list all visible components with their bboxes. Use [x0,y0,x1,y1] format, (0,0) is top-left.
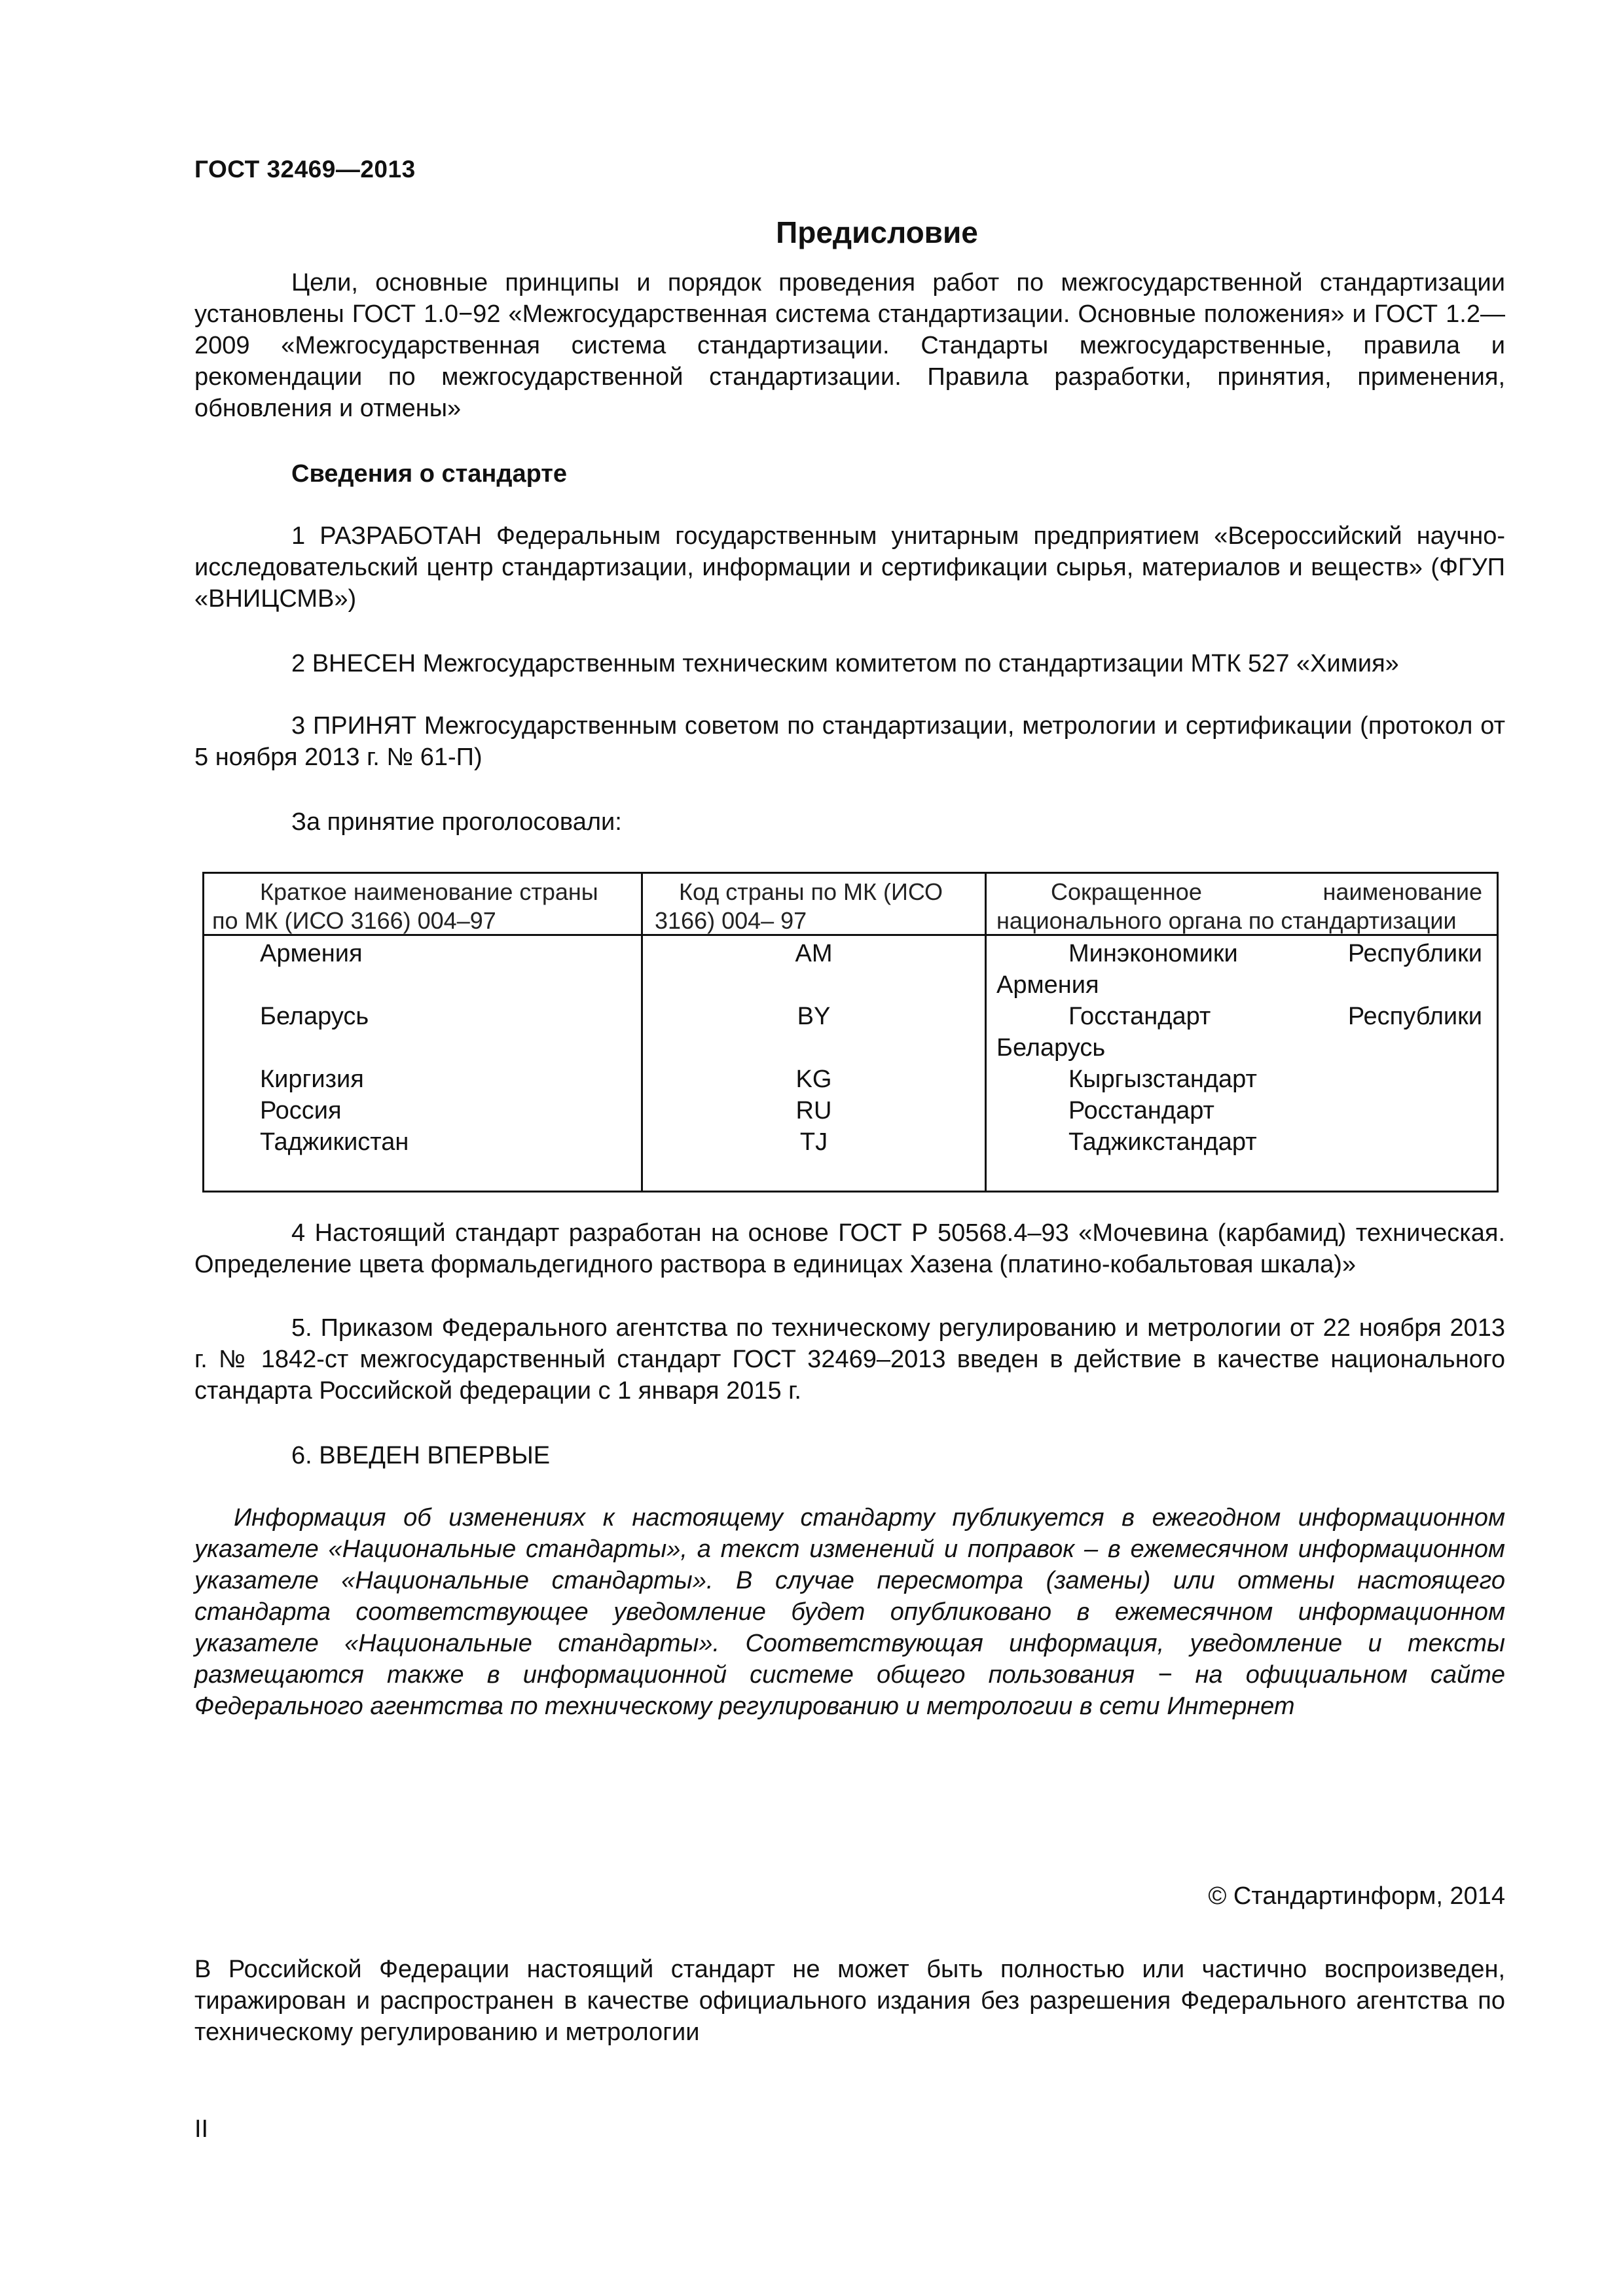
voted-label: За принятие проголосовали: [291,808,622,836]
item-3-text: 3 ПРИНЯТ Межгосударственным советом по стандартизации, метрологии и сертификации (протокол от 5 ноября 2013 г. № 61-П) [194,712,1505,771]
item-4-text: 4 Настоящий стандарт разработан на основе ГОСТ Р 50568.4–93 «Мочевина (карбамид) техническая. Определение цвета формальдегидного раствора в единицах Хазена (платино-кобальтовая шкала)» [194,1219,1505,1278]
item-3 [194,710,1505,773]
page-title: Предисловие [776,215,978,249]
th-body-l1a: Сокращенное [1051,878,1202,905]
table-row-code: RU [795,1097,832,1124]
item-1 [194,520,1505,615]
table-row-country: Россия [260,1097,342,1124]
voting-table [202,872,1499,1193]
th-country-l1: Краткое наименование страны [260,878,598,905]
table-row-body: Кыргызстандарт [1068,1066,1257,1093]
table-row-code: TJ [799,1128,828,1156]
section-heading: Сведения о стандарте [291,460,568,488]
table-row-body-b: Республики [1347,940,1482,967]
table-row-country: Армения [260,940,363,967]
table-row-code: KG [795,1066,832,1093]
table-row-body: Госстандарт [1068,1003,1211,1030]
table-row-body: Минэкономики [1068,940,1238,967]
table-row-body-c: Беларусь [996,1034,1106,1062]
item-1-text: 1 РАЗРАБОТАН Федеральным государственным унитарным предприятием «Всероссийский научно-исследовательский центр стандартизации, информации и сертификации сырья, материалов и веществ» (ФГУП «ВНИЦСМВ») [194,522,1505,613]
item-4 [194,1217,1505,1280]
copyright: © Стандартинформ, 2014 [1208,1882,1505,1910]
doc-code-header: ГОСТ 32469—2013 [194,156,416,183]
item-2 [194,648,1505,679]
table-row-body-b: Республики [1347,1003,1482,1030]
item-2-text: 2 ВНЕСЕН Межгосударственным техническим комитетом по стандартизации МТК 527 «Химия» [291,650,1399,677]
th-body-l2: национального органа по стандартизации [996,907,1457,934]
table-row-body-c: Армения [996,971,1099,999]
table-row-body: Таджикстандарт [1068,1128,1257,1156]
item-5-text: 5. Приказом Федерального агентства по техническому регулированию и метрологии от 22 ноября 2013 г. № 1842-ст межгосударственный стандарт ГОСТ 32469–2013 введен в действие в качестве национального стандарта Российской федерации с 1 января 2015 г. [194,1314,1505,1405]
table-row-body: Росстандарт [1068,1097,1214,1124]
reproduction-notice: В Российской Федерации настоящий стандарт не может быть полностью или частично воспроизведен, тиражирован и распространен в качестве официального издания без разрешения Федерального агентства по техническому регулированию и метрологии [194,1956,1505,2046]
intro-text: Цели, основные принципы и порядок проведения работ по межгосударственной стандартизации установлены ГОСТ 1.0−92 «Межгосударственная система стандартизации. Основные положения» и ГОСТ 1.2—2009 «Межгосударственная система стандартизации. Стандарты межгосударственные, правила и рекомендации по межгосударственной стандартизации. Правила разработки, принятия, применения, обновления и отмены» [194,269,1505,422]
table-row-country: Таджикистан [260,1128,409,1156]
table-row-country: Беларусь [260,1003,369,1030]
table-row-country: Киргизия [260,1066,364,1093]
item-5 [194,1312,1505,1407]
table-row-code: AM [795,940,833,967]
item-6: 6. ВВЕДЕН ВПЕРВЫЕ [291,1442,551,1469]
th-code-l1: Код страны по МК (ИСО [679,878,943,905]
intro-paragraph [194,267,1505,424]
th-country-l2: по МК (ИСО 3166) 004–97 [212,907,496,934]
info-notice: Информация об изменениях к настоящему стандарту публикуется в ежегодном информационном указателе «Национальные стандарты», а текст изменений и поправок – в ежемесячном информационном указателе «Национальные стандарты». В случае пересмотра (замены) или отмены настоящего стандарта соответствующее уведомление будет опубликовано в ежемесячном информационном указателе «Национальные стандарты». Соответствующая информация, уведомление и тексты размещаются также в информационной системе общего пользования − на официальном сайте Федерального агентства по техническому регулированию и метрологии в сети Интернет [194,1504,1505,1720]
th-body-l1b: наименование [1322,878,1482,905]
page-number: II [194,2115,209,2143]
th-code-l2: 3166) 004– 97 [655,907,807,934]
table-row-code: BY [797,1003,831,1030]
